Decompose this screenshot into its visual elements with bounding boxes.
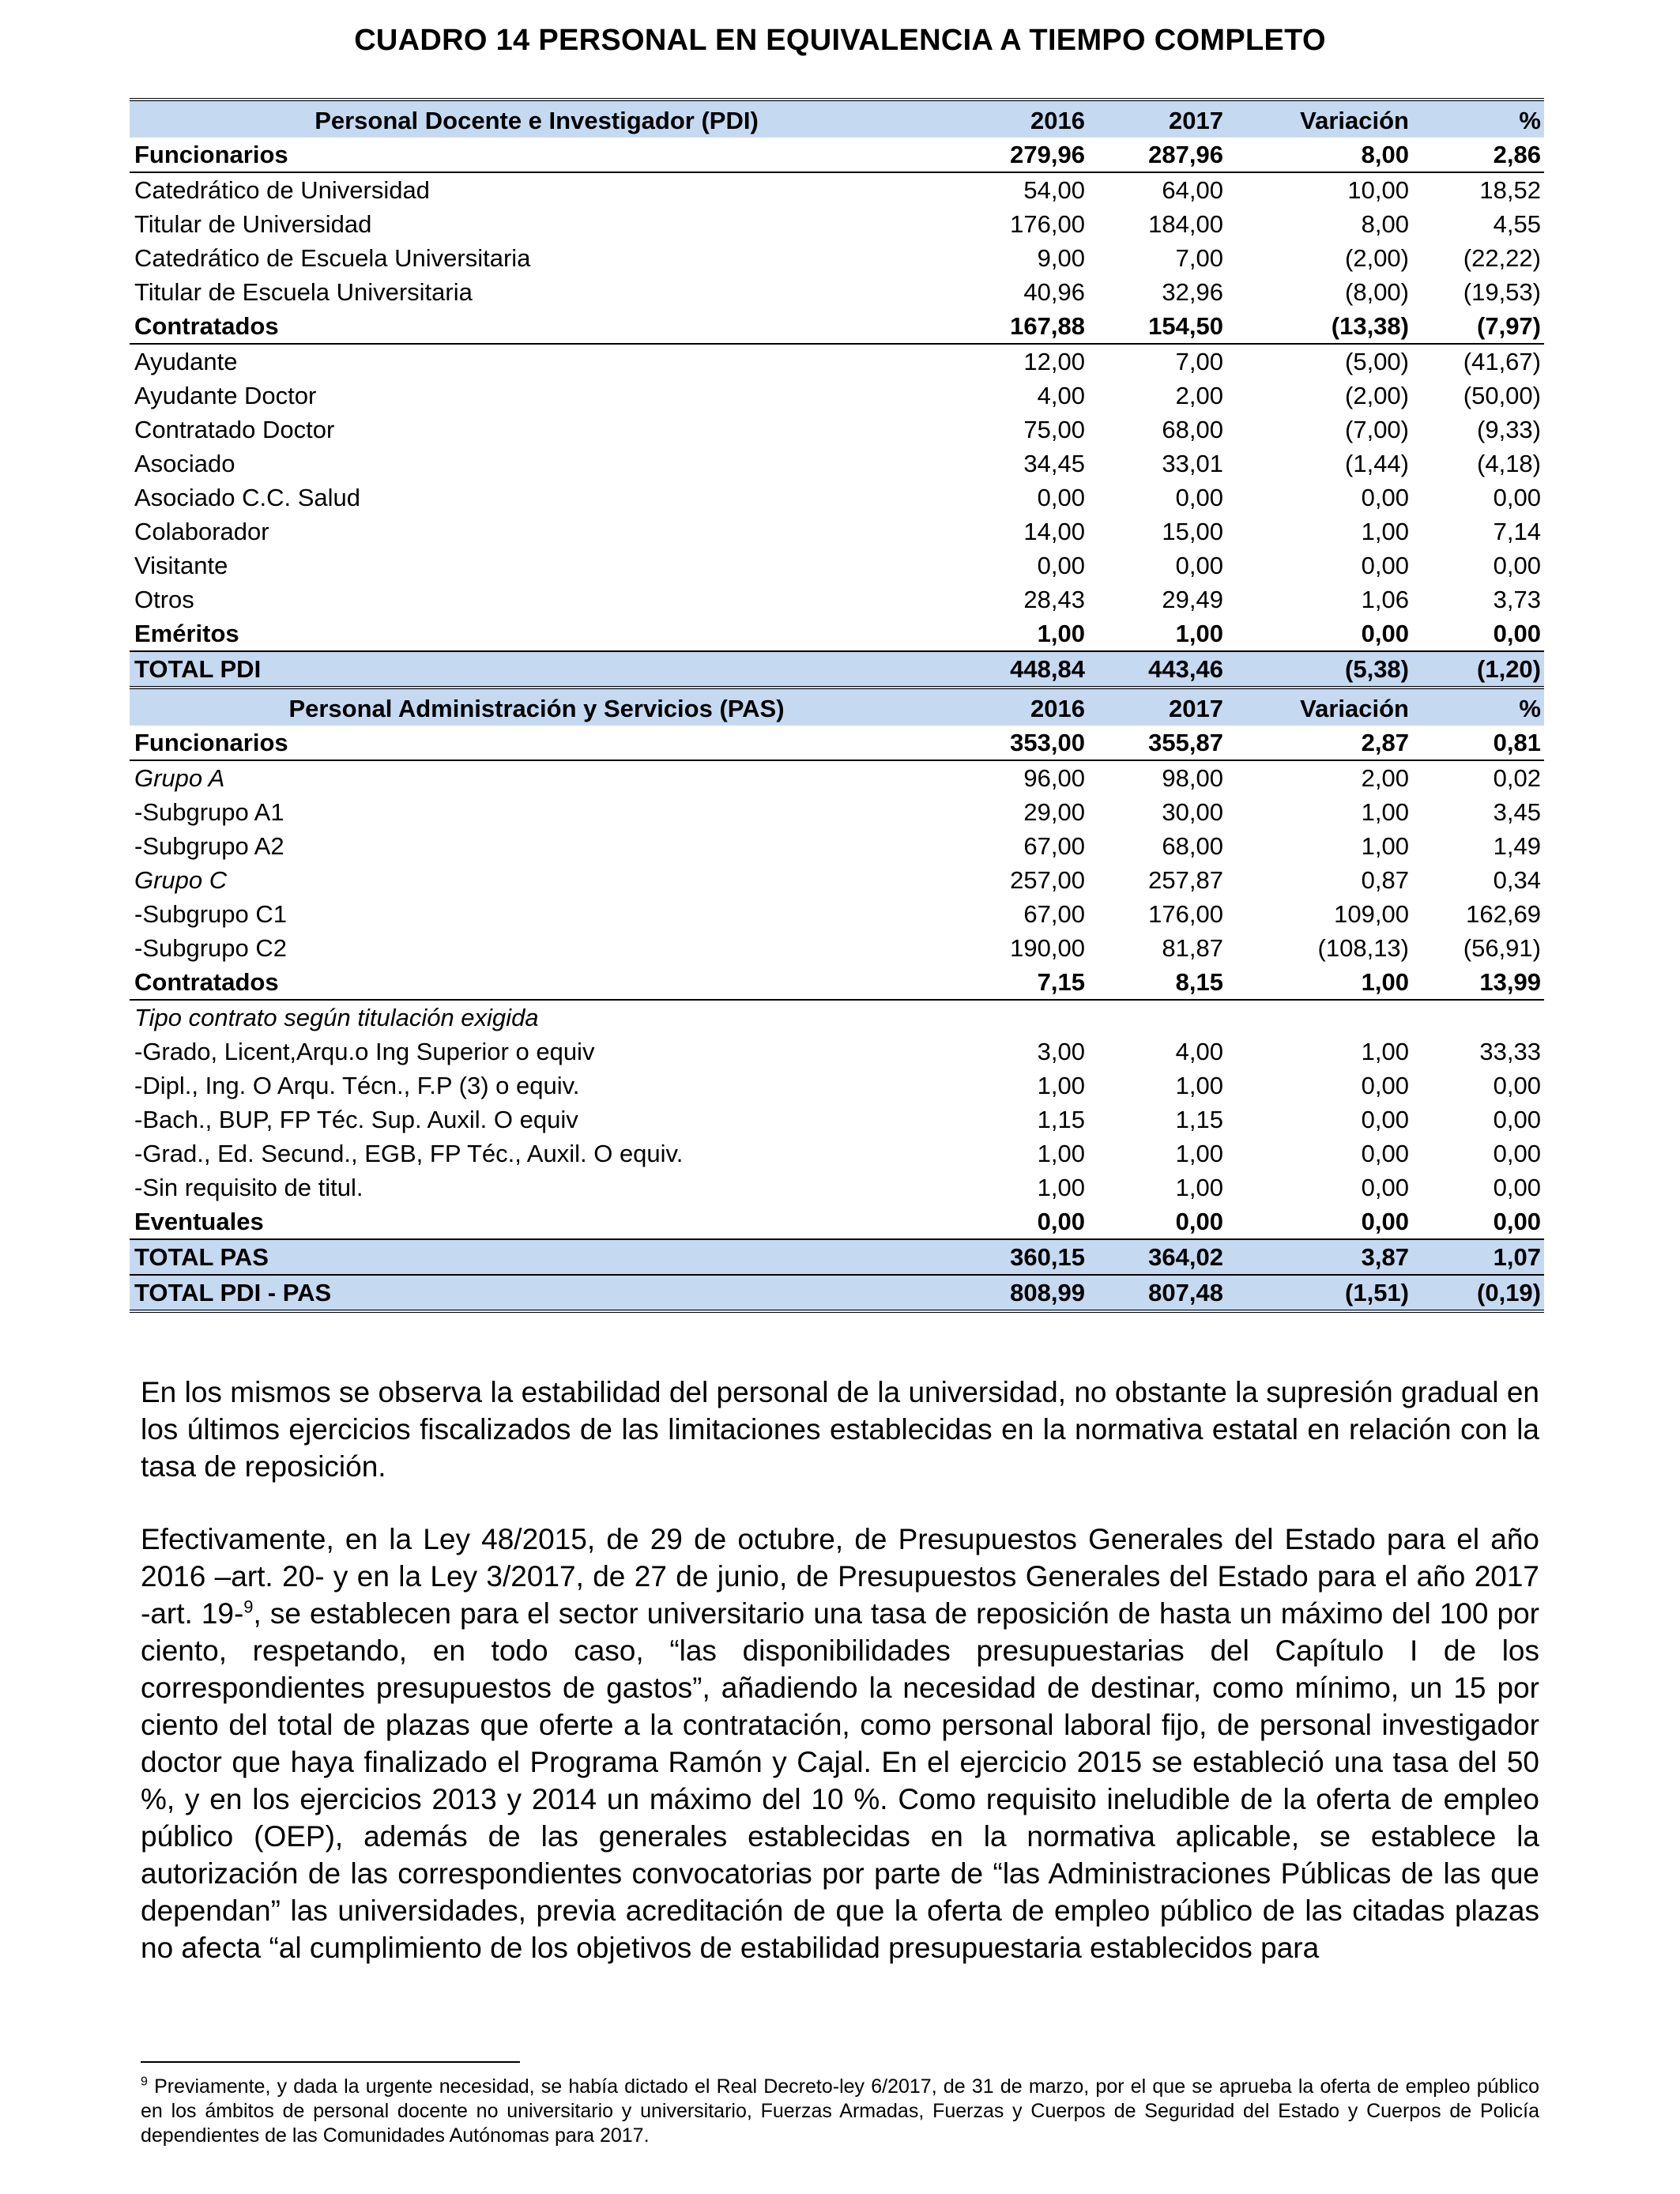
cell-var: 109,00	[1334, 900, 1409, 928]
cell-pct: 3,73	[1493, 586, 1541, 613]
row-label: Asociado	[134, 450, 235, 477]
cell-pct: 0,00	[1493, 1106, 1541, 1133]
row-label: Grupo A	[134, 764, 225, 792]
cell-pct: (41,67)	[1463, 348, 1541, 375]
cell-y2016: 67,00	[1023, 900, 1085, 928]
row-label: Contratados	[130, 309, 944, 344]
row-label: -Subgrupo C1	[134, 900, 288, 928]
cell-y2016: 28,43	[1023, 586, 1085, 613]
cell-pct	[1414, 1000, 1544, 1035]
cell-y2016: 3,00	[1037, 1038, 1085, 1065]
table-title: CUADRO 14 PERSONAL EN EQUIVALENCIA A TIEMPO COMPLETO	[354, 24, 1326, 57]
cell-var: 0,00	[1228, 1204, 1414, 1239]
row-label: Catedrático de Escuela Universitaria	[134, 244, 531, 272]
table-row	[130, 481, 1544, 515]
cell-y2017: 1,00	[1175, 1140, 1223, 1167]
row-label: -Subgrupo C2	[134, 934, 288, 962]
cell-y2016: 14,00	[1023, 518, 1085, 545]
table-row	[130, 413, 1544, 447]
cell-var: (5,00)	[1345, 348, 1409, 375]
cell-y2017: 355,87	[1090, 726, 1228, 760]
table-row	[130, 795, 1544, 829]
cell-var: (2,00)	[1345, 244, 1409, 272]
cell-y2017: 98,00	[1162, 764, 1223, 792]
cell-y2017: 443,46	[1090, 651, 1228, 688]
cell-var	[1228, 1000, 1414, 1035]
cell-var: (1,51)	[1228, 1275, 1414, 1311]
cell-var: Variación	[1228, 100, 1414, 138]
row-label: TOTAL PDI	[130, 651, 944, 688]
cell-var: Variación	[1228, 688, 1414, 726]
row-label: Funcionarios	[130, 726, 944, 760]
cell-pct: (7,97)	[1414, 309, 1544, 344]
table-row	[130, 1069, 1544, 1103]
table-row	[130, 207, 1544, 241]
row-label: Colaborador	[134, 518, 269, 545]
table-row	[130, 309, 1544, 344]
table-row	[130, 379, 1544, 413]
pdi-total-row	[130, 651, 1544, 688]
table-row	[130, 931, 1544, 965]
cell-y2017: 2017	[1090, 688, 1228, 726]
table-row	[130, 829, 1544, 863]
table-row	[130, 1204, 1544, 1239]
cell-y2016: 40,96	[1023, 278, 1085, 306]
row-label: Funcionarios	[130, 138, 944, 172]
cell-y2017: 4,00	[1175, 1038, 1223, 1065]
row-label: Tipo contrato según titulación exigida	[134, 1004, 539, 1031]
cell-y2016: 0,00	[1037, 552, 1085, 579]
table-row	[130, 1137, 1544, 1171]
cell-y2016: 34,45	[1023, 450, 1085, 477]
row-label: -Subgrupo A1	[134, 798, 284, 826]
cell-pct: 0,00	[1493, 1140, 1541, 1167]
cell-var: 1,06	[1361, 586, 1409, 613]
row-label: Visitante	[134, 552, 228, 579]
paragraph-stability: En los mismos se observa la estabilidad del personal de la universidad, no obstante la supresión gradual en los últimos ejercicios fiscalizados de las limitaciones establecidas en la normativa estatal en relación con la tasa de reposición.	[141, 1376, 1539, 1483]
cell-var: (5,38)	[1228, 651, 1414, 688]
cell-pct: 0,00	[1493, 1072, 1541, 1099]
cell-y2016: 167,88	[944, 309, 1090, 344]
cell-y2017: 154,50	[1090, 309, 1228, 344]
table-row	[130, 344, 1544, 379]
cell-y2017: 2017	[1090, 100, 1228, 138]
cell-y2016: 176,00	[1010, 210, 1085, 238]
cell-var: 3,87	[1228, 1239, 1414, 1275]
paragraph-text: , se establecen para el sector universitario una tasa de reposición de hasta un máximo del 100 por ciento, respetando, en todo caso, “las disponibilidades presupuestarias del Capítulo I de los correspondientes presupuestos de gastos”, añadiendo la necesidad de destinar, como mínimo, un 15 por ciento del total de plazas que oferte a la contratación, como personal laboral fijo, de personal investigador doctor que haya finalizado el Programa Ramón y Cajal. En el ejercicio 2015 se estableció una tasa del 50 %, y en los ejercicios 2013 y 2014 un máximo del 10 %. Como requisito ineludible de la oferta de empleo público (OEP), además de las generales establecidas en la normativa aplicable, se establece la autorización de las correspondientes convocatorias por parte de “las Administraciones Públicas de las que dependan” las universidades, previa acreditación de que la oferta de empleo público de las citadas plazas no afecta “al cumplimiento de los objetivos de estabilidad presupuestaria establecidos para	[141, 1597, 1539, 1964]
cell-y2017: 1,00	[1175, 1174, 1223, 1201]
cell-pct: 13,99	[1414, 965, 1544, 1000]
row-label: -Subgrupo A2	[134, 832, 284, 860]
cell-pct: 0,34	[1493, 866, 1541, 894]
cell-var: 8,00	[1361, 210, 1409, 238]
cell-var: 1,00	[1228, 965, 1414, 1000]
grand-total-row	[130, 1275, 1544, 1311]
cell-y2016: 190,00	[1010, 934, 1085, 962]
row-label: Contratados	[130, 965, 944, 1000]
cell-y2017: 0,00	[1175, 552, 1223, 579]
cell-y2017: 7,00	[1175, 244, 1223, 272]
cell-var: 0,00	[1361, 1140, 1409, 1167]
table-row	[130, 897, 1544, 931]
cell-var: 0,00	[1361, 1174, 1409, 1201]
cell-y2016: 360,15	[944, 1239, 1090, 1275]
cell-y2017	[1090, 1000, 1228, 1035]
table-row	[130, 760, 1544, 795]
cell-pct: (56,91)	[1463, 934, 1541, 962]
cell-y2016: 0,00	[1037, 484, 1085, 511]
row-label: Ayudante	[134, 348, 238, 375]
cell-y2017: 1,00	[1175, 1072, 1223, 1099]
cell-y2017: 176,00	[1148, 900, 1223, 928]
cell-y2016: 279,96	[944, 138, 1090, 172]
table-row	[130, 515, 1544, 548]
table-row	[130, 1000, 1544, 1035]
cell-pct: 0,02	[1493, 764, 1541, 792]
cell-y2016: 1,00	[944, 616, 1090, 651]
cell-y2017: 7,00	[1175, 348, 1223, 375]
cell-y2017: 287,96	[1090, 138, 1228, 172]
cell-pct: 18,52	[1479, 176, 1541, 204]
cell-y2016: 448,84	[944, 651, 1090, 688]
table-row	[130, 616, 1544, 651]
staff-table	[130, 98, 1544, 1313]
cell-y2016: 96,00	[1023, 764, 1085, 792]
row-label: -Sin requisito de titul.	[134, 1174, 363, 1201]
cell-pct: 0,81	[1414, 726, 1544, 760]
cell-y2017: 64,00	[1162, 176, 1223, 204]
cell-y2017: 32,96	[1162, 278, 1223, 306]
cell-var: (108,13)	[1317, 934, 1409, 962]
cell-var: 1,00	[1361, 832, 1409, 860]
row-label: Titular de Universidad	[134, 210, 372, 238]
cell-pct: 1,07	[1414, 1239, 1544, 1275]
cell-var: (7,00)	[1345, 416, 1409, 443]
cell-pct: (22,22)	[1463, 244, 1541, 272]
table-row	[130, 1103, 1544, 1137]
cell-y2017: 0,00	[1175, 484, 1223, 511]
row-label: Titular de Escuela Universitaria	[134, 278, 473, 306]
row-label: -Grad., Ed. Secund., EGB, FP Téc., Auxil. O equiv.	[134, 1140, 684, 1167]
cell-y2017: 30,00	[1162, 798, 1223, 826]
table-row	[130, 548, 1544, 582]
cell-pct: 0,00	[1493, 484, 1541, 511]
cell-var: 0,00	[1361, 484, 1409, 511]
row-label: Ayudante Doctor	[134, 382, 317, 409]
cell-y2016: 2016	[944, 688, 1090, 726]
table-row	[130, 172, 1544, 207]
cell-y2016: 67,00	[1023, 832, 1085, 860]
cell-y2016: 1,15	[1037, 1106, 1085, 1133]
footnote-text: Previamente, y dada la urgente necesidad, se había dictado el Real Decreto-ley 6/2017, de 31 de marzo, por el que se aprueba la oferta de empleo público en los ámbitos de personal docente no universitario y universitario, Fuerzas Armadas, Fuerzas y Cuerpos de Seguridad del Estado y Cuerpos de Policía dependientes de las Comunidades Autónomas para 2017.	[141, 2075, 1539, 2147]
cell-pct: (19,53)	[1463, 278, 1541, 306]
cell-pct: 1,49	[1493, 832, 1541, 860]
pas-header-row	[130, 688, 1544, 726]
cell-y2016: 9,00	[1037, 244, 1085, 272]
cell-pct: 0,00	[1414, 1204, 1544, 1239]
cell-y2017: 184,00	[1148, 210, 1223, 238]
row-label: Eméritos	[130, 616, 944, 651]
cell-y2016: 12,00	[1023, 348, 1085, 375]
table-row	[130, 863, 1544, 897]
row-label: Personal Docente e Investigador (PDI)	[130, 100, 944, 138]
table-row	[130, 726, 1544, 760]
cell-pct: (9,33)	[1477, 416, 1541, 443]
cell-y2016	[944, 1000, 1090, 1035]
cell-y2016: 4,00	[1037, 382, 1085, 409]
row-label: Catedrático de Universidad	[134, 176, 430, 204]
cell-var: 0,87	[1361, 866, 1409, 894]
row-label: -Bach., BUP, FP Téc. Sup. Auxil. O equiv	[134, 1106, 578, 1133]
cell-y2016: 0,00	[944, 1204, 1090, 1239]
cell-pct: 2,86	[1414, 138, 1544, 172]
cell-y2017: 29,49	[1162, 586, 1223, 613]
cell-var: 0,00	[1361, 552, 1409, 579]
cell-pct: (50,00)	[1463, 382, 1541, 409]
cell-var: (2,00)	[1345, 382, 1409, 409]
cell-var: 1,00	[1361, 1038, 1409, 1065]
cell-y2017: 807,48	[1090, 1275, 1228, 1311]
cell-var: 0,00	[1361, 1106, 1409, 1133]
table-row	[130, 1035, 1544, 1069]
cell-var: 1,00	[1361, 798, 1409, 826]
cell-y2016: 7,15	[944, 965, 1090, 1000]
cell-y2017: 15,00	[1162, 518, 1223, 545]
footnote-separator	[141, 2061, 520, 2063]
table-row	[130, 138, 1544, 172]
paragraph-text: Efectivamente, en la Ley 48/2015, de 29 de octubre, de Presupuestos Generales del Estado para el año 2016 –art. 20- y en la Ley 3/2017, de 27 de junio, de Presupuestos Generales del Estado para el año 2017 -art. 19-	[141, 1523, 1539, 1630]
footnote-number: 9	[141, 2075, 148, 2089]
table-row	[130, 965, 1544, 1000]
table-row	[130, 582, 1544, 616]
cell-y2017: 257,87	[1148, 866, 1223, 894]
cell-var: (13,38)	[1228, 309, 1414, 344]
cell-y2017: 8,15	[1090, 965, 1228, 1000]
row-label: Asociado C.C. Salud	[134, 484, 361, 511]
paragraph-legislation	[141, 1521, 1539, 1966]
table-row	[130, 275, 1544, 309]
cell-var: 2,00	[1361, 764, 1409, 792]
cell-y2017: 81,87	[1162, 934, 1223, 962]
row-label: Personal Administración y Servicios (PAS)	[130, 688, 944, 726]
row-label: -Grado, Licent,Arqu.o Ing Superior o equiv	[134, 1038, 595, 1065]
cell-var: (1,44)	[1345, 450, 1409, 477]
cell-pct: 0,00	[1414, 616, 1544, 651]
cell-pct: (0,19)	[1414, 1275, 1544, 1311]
cell-y2016: 29,00	[1023, 798, 1085, 826]
cell-y2017: 33,01	[1162, 450, 1223, 477]
cell-y2017: 1,15	[1175, 1106, 1223, 1133]
cell-var: 1,00	[1361, 518, 1409, 545]
cell-var: 2,87	[1228, 726, 1414, 760]
cell-y2017: 0,00	[1090, 1204, 1228, 1239]
cell-y2017: 2,00	[1175, 382, 1223, 409]
cell-var: (8,00)	[1345, 278, 1409, 306]
pas-total-row	[130, 1239, 1544, 1275]
cell-y2016: 1,00	[1037, 1140, 1085, 1167]
cell-var: 10,00	[1347, 176, 1409, 204]
row-label: Contratado Doctor	[134, 416, 335, 443]
row-label: TOTAL PAS	[130, 1239, 944, 1275]
pdi-header-row	[130, 100, 1544, 138]
cell-y2016: 2016	[944, 100, 1090, 138]
row-label: Otros	[134, 586, 194, 613]
table-row	[130, 1171, 1544, 1204]
cell-var: 0,00	[1361, 1072, 1409, 1099]
row-label: Grupo C	[134, 866, 228, 894]
cell-pct: 0,00	[1493, 1174, 1541, 1201]
cell-y2016: 1,00	[1037, 1072, 1085, 1099]
footnote	[141, 2075, 1539, 2148]
row-label: Eventuales	[130, 1204, 944, 1239]
cell-y2017: 1,00	[1090, 616, 1228, 651]
cell-y2016: 75,00	[1023, 416, 1085, 443]
table-row	[130, 447, 1544, 481]
row-label: -Dipl., Ing. O Arqu. Técn., F.P (3) o equiv.	[134, 1072, 580, 1099]
row-label: TOTAL PDI - PAS	[130, 1275, 944, 1311]
cell-var: 8,00	[1228, 138, 1414, 172]
cell-pct: 0,00	[1493, 552, 1541, 579]
cell-pct: 3,45	[1493, 798, 1541, 826]
cell-pct: (4,18)	[1477, 450, 1541, 477]
cell-y2017: 68,00	[1162, 832, 1223, 860]
cell-y2016: 808,99	[944, 1275, 1090, 1311]
cell-pct: (1,20)	[1414, 651, 1544, 688]
cell-var: 0,00	[1228, 616, 1414, 651]
table-row	[130, 241, 1544, 275]
cell-pct: 162,69	[1466, 900, 1541, 928]
cell-y2016: 257,00	[1010, 866, 1085, 894]
cell-pct: 7,14	[1493, 518, 1541, 545]
footnote-ref[interactable]: 9	[243, 1596, 254, 1617]
cell-pct: %	[1414, 688, 1544, 726]
cell-y2017: 68,00	[1162, 416, 1223, 443]
cell-y2016: 353,00	[944, 726, 1090, 760]
cell-y2016: 54,00	[1023, 176, 1085, 204]
cell-pct: %	[1414, 100, 1544, 138]
cell-pct: 4,55	[1493, 210, 1541, 238]
cell-pct: 33,33	[1479, 1038, 1541, 1065]
cell-y2016: 1,00	[1037, 1174, 1085, 1201]
cell-y2017: 364,02	[1090, 1239, 1228, 1275]
